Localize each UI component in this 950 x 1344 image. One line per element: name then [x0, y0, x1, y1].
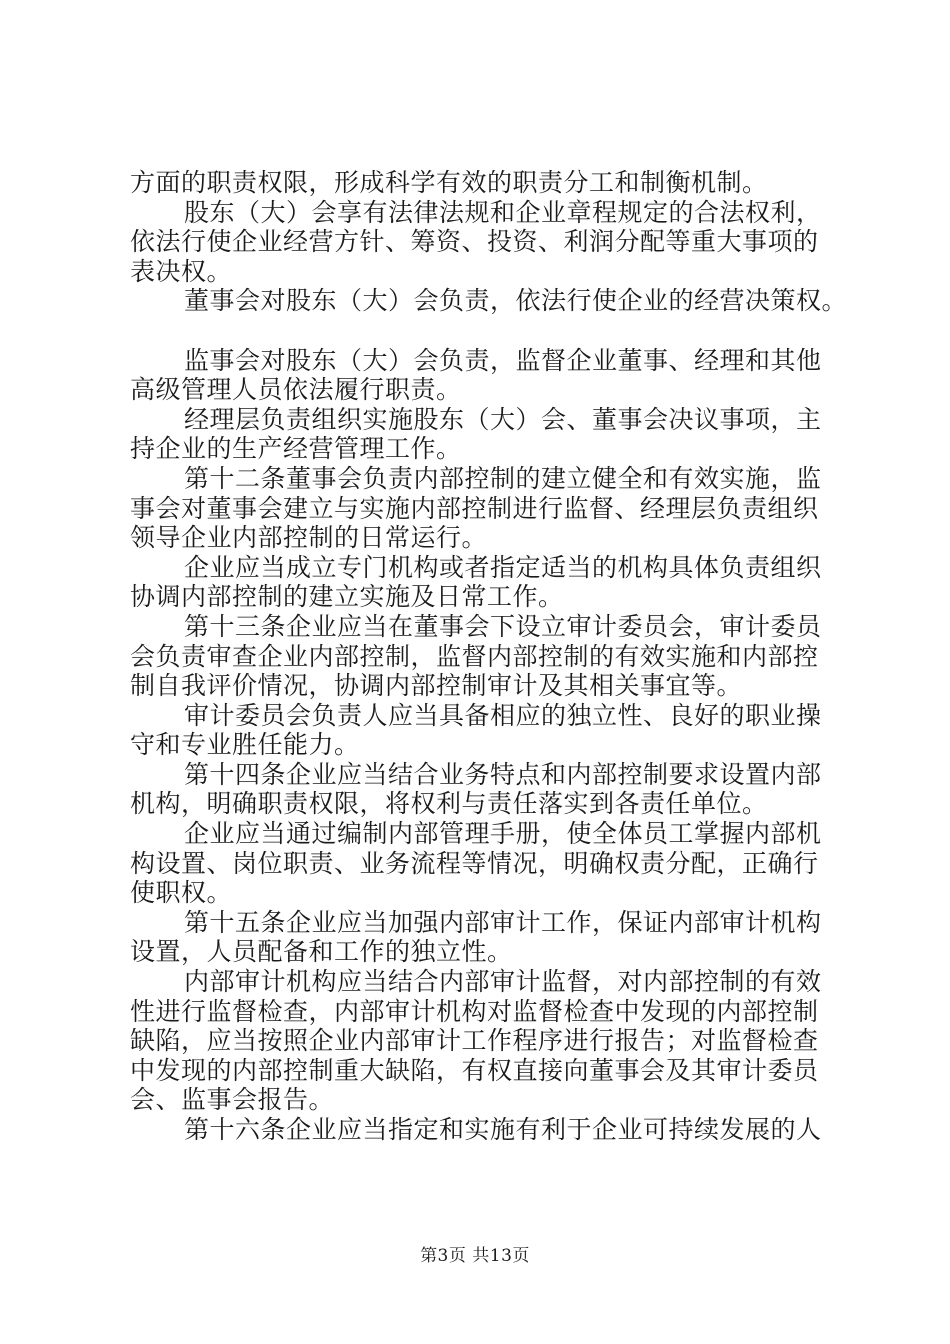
text-line: 内部审计机构应当结合内部审计监督，对内部控制的有效 [184, 967, 822, 997]
text-line: 监事会对股东（大）会负责，监督企业董事、经理和其他 [184, 345, 822, 375]
text-line: 表决权。 [130, 256, 233, 286]
text-line: 会、监事会报告。 [130, 1085, 335, 1115]
text-line: 协调内部控制的建立实施及日常工作。 [130, 582, 564, 612]
page-number-footer: 第3页 共13页 [420, 1246, 530, 1266]
text-line: 第十三条企业应当在董事会下设立审计委员会，审计委员 [184, 611, 822, 641]
text-line: 第十四条企业应当结合业务特点和内部控制要求设置内部 [184, 759, 822, 789]
text-line: 第十二条董事会负责内部控制的建立健全和有效实施，监 [184, 463, 822, 493]
text-line: 缺陷，应当按照企业内部审计工作程序进行报告；对监督检查 [130, 1026, 819, 1056]
text-line: 审计委员会负责人应当具备相应的独立性、良好的职业操 [184, 700, 822, 730]
blank-line [130, 316, 830, 346]
text-line: 高级管理人员依法履行职责。 [130, 375, 462, 405]
document-body [130, 168, 848, 1145]
text-line: 设置，人员配备和工作的独立性。 [130, 937, 513, 967]
text-line: 持企业的生产经营管理工作。 [130, 434, 462, 464]
text-line: 企业应当成立专门机构或者指定适当的机构具体负责组织 [184, 552, 822, 582]
text-line: 领导企业内部控制的日常运行。 [130, 523, 488, 553]
text-line: 经理层负责组织实施股东（大）会、董事会决议事项，主 [184, 404, 822, 434]
text-line: 方面的职责权限，形成科学有效的职责分工和制衡机制。 [130, 168, 768, 197]
text-line: 构设置、岗位职责、业务流程等情况，明确权责分配，正确行 [130, 848, 819, 878]
text-line: 使职权。 [130, 878, 233, 908]
text-line: 事会对董事会建立与实施内部控制进行监督、经理层负责组织 [130, 493, 819, 523]
text-line: 第十六条企业应当指定和实施有利于企业可持续发展的人 [184, 1115, 822, 1144]
text-line: 会负责审查企业内部控制，监督内部控制的有效实施和内部控 [130, 641, 819, 671]
text-line: 依法行使企业经营方针、筹资、投资、利润分配等重大事项的 [130, 227, 819, 257]
text-line: 性进行监督检查，内部审计机构对监督检查中发现的内部控制 [130, 996, 819, 1026]
text-line: 守和专业胜任能力。 [130, 730, 360, 760]
text-line: 企业应当通过编制内部管理手册，使全体员工掌握内部机 [184, 819, 822, 849]
text-line: 股东（大）会享有法律法规和企业章程规定的合法权利， [184, 197, 822, 227]
text-line: 制自我评价情况，协调内部控制审计及其相关事宜等。 [130, 671, 743, 701]
text-line: 第十五条企业应当加强内部审计工作，保证内部审计机构 [184, 907, 822, 937]
text-line: 中发现的内部控制重大缺陷，有权直接向董事会及其审计委员 [130, 1055, 819, 1085]
text-line: 机构，明确职责权限，将权利与责任落实到各责任单位。 [130, 789, 768, 819]
text-line: 董事会对股东（大）会负责，依法行使企业的经营决策权。 [184, 286, 848, 316]
